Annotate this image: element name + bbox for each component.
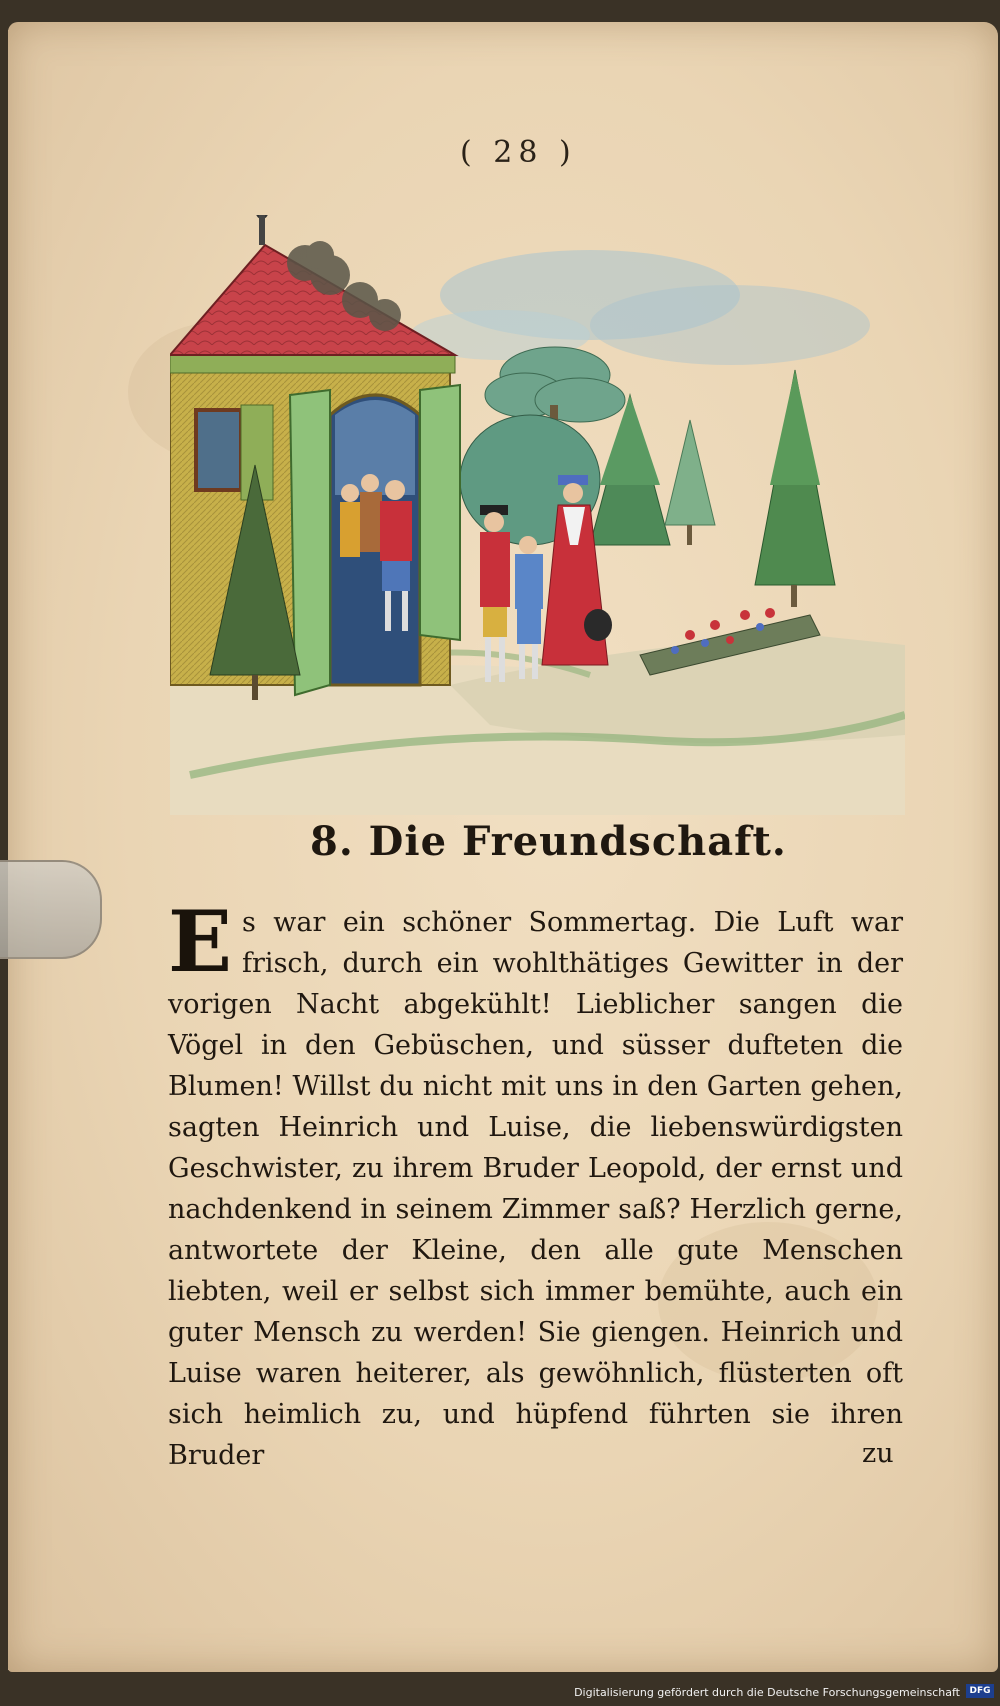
drop-cap: E [168, 892, 233, 991]
body-paragraph [168, 892, 903, 1476]
dfg-logo: DFG [966, 1684, 994, 1698]
chapter-title: 8. Die Freundschaft. [310, 818, 787, 865]
hand-colored-illustration [170, 215, 905, 815]
page-number: ( 28 ) [460, 135, 577, 170]
catchword: zu [862, 1438, 894, 1469]
page-clip [0, 860, 102, 959]
digitization-credit: Digitalisierung gefördert durch die Deutsche Forschungsgemeinschaft [574, 1686, 960, 1699]
body-text: s war ein schöner Sommertag. Die Luft war frisch, durch ein wohlthätiges Gewitter in der vorigen Nacht abgekühlt! Lieblicher sangen die Vögel in den Gebüschen, und süsser dufteten die Blumen! Willst du nicht mit uns in den Garten gehen, sagten Heinrich und Luise, die liebenswürdigsten Geschwister, zu ihrem Bruder Leopold, der ernst und nachdenkend in seinem Zimmer saß? Herzlich gerne, antwortete der Kleine, den alle gute Menschen liebten, weil er selbst sich immer bemühte, auch ein guter Mensch zu werden! Sie giengen. Heinrich und Luise waren heiterer, als gewöhnlich, flüsterten oft sich heimlich zu, und hüpfend führten sie ihren Bruder [168, 907, 903, 1471]
